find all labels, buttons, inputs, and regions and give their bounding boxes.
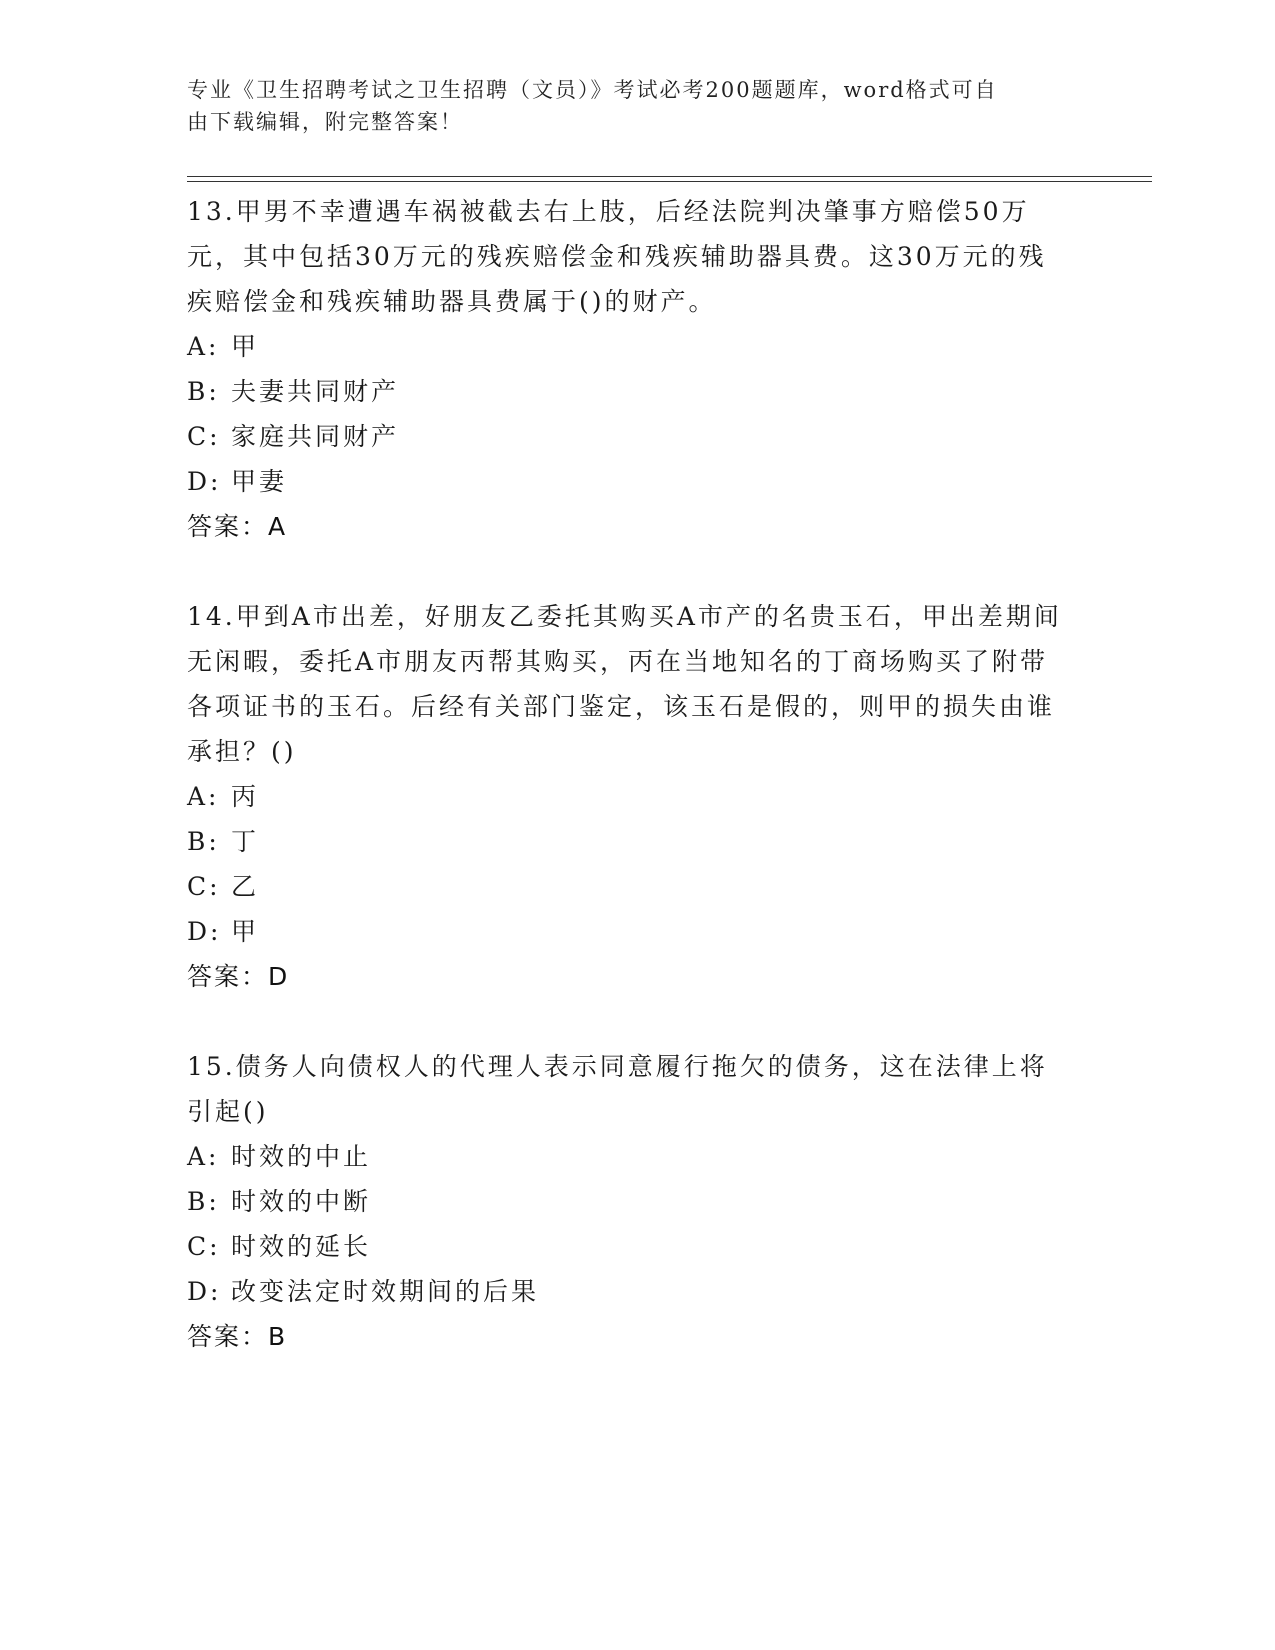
option-d [187, 459, 1087, 504]
question-list [187, 189, 1087, 1404]
question-stem: 15.债务人向债权人的代理人表示同意履行拖欠的债务，这在法律上将引起() [187, 1052, 1048, 1126]
option-text: 丁 [231, 827, 260, 856]
option-c [187, 414, 1087, 459]
option-text: 夫妻共同财产 [231, 377, 400, 406]
answer-line: 答案：B [187, 1322, 288, 1351]
option-letter: C: [187, 1232, 221, 1261]
option-text: 改变法定时效期间的后果 [231, 1277, 540, 1306]
option-letter: C: [187, 422, 221, 451]
question-stem: 13.甲男不幸遭遇车祸被截去右上肢，后经法院判决肇事方赔偿50万元，其中包括30万元的残疾赔偿金和残疾辅助器具费。这30万元的残疾赔偿金和残疾辅助器具费属于()的财产。 [187, 197, 1047, 316]
option-a [187, 774, 1087, 819]
option-text: 甲妻 [231, 467, 288, 496]
option-text: 甲 [231, 332, 260, 361]
option-text: 乙 [231, 872, 260, 901]
question-stem: 14.甲到A市出差，好朋友乙委托其购买A市产的名贵玉石，甲出差期间无闲暇，委托A市朋友丙帮其购买，丙在当地知名的丁商场购买了附带各项证书的玉石。后经有关部门鉴定，该玉石是假的，则甲的损失由谁承担？() [187, 602, 1062, 766]
option-d [187, 1269, 1087, 1314]
option-letter: A: [187, 332, 220, 361]
option-letter: D: [187, 467, 222, 496]
option-b [187, 819, 1087, 864]
header-double-rule [187, 176, 1152, 182]
answer-line: 答案：A [187, 512, 288, 541]
option-text: 家庭共同财产 [231, 422, 400, 451]
option-text: 时效的中止 [231, 1142, 372, 1171]
document-header [187, 74, 1067, 138]
option-text: 甲 [231, 917, 260, 946]
option-letter: B: [187, 1187, 220, 1216]
option-letter: A: [187, 782, 220, 811]
option-text: 时效的中断 [231, 1187, 372, 1216]
question-14 [187, 594, 1087, 999]
header-line-1: 专业《卫生招聘考试之卫生招聘（文员）》考试必考200题题库，word格式可自 [187, 78, 998, 102]
option-letter: B: [187, 377, 220, 406]
option-letter: C: [187, 872, 221, 901]
option-letter: B: [187, 827, 220, 856]
option-text: 丙 [231, 782, 260, 811]
option-c [187, 1224, 1087, 1269]
option-letter: D: [187, 917, 222, 946]
option-c [187, 864, 1087, 909]
option-b [187, 1179, 1087, 1224]
option-d [187, 909, 1087, 954]
option-a [187, 1134, 1087, 1179]
option-letter: D: [187, 1277, 222, 1306]
option-text: 时效的延长 [231, 1232, 372, 1261]
option-b [187, 369, 1087, 414]
option-letter: A: [187, 1142, 220, 1171]
option-a [187, 324, 1087, 369]
question-15 [187, 1044, 1087, 1359]
question-13 [187, 189, 1087, 549]
answer-line: 答案：D [187, 962, 290, 991]
header-line-2: 由下载编辑，附完整答案！ [187, 110, 463, 134]
